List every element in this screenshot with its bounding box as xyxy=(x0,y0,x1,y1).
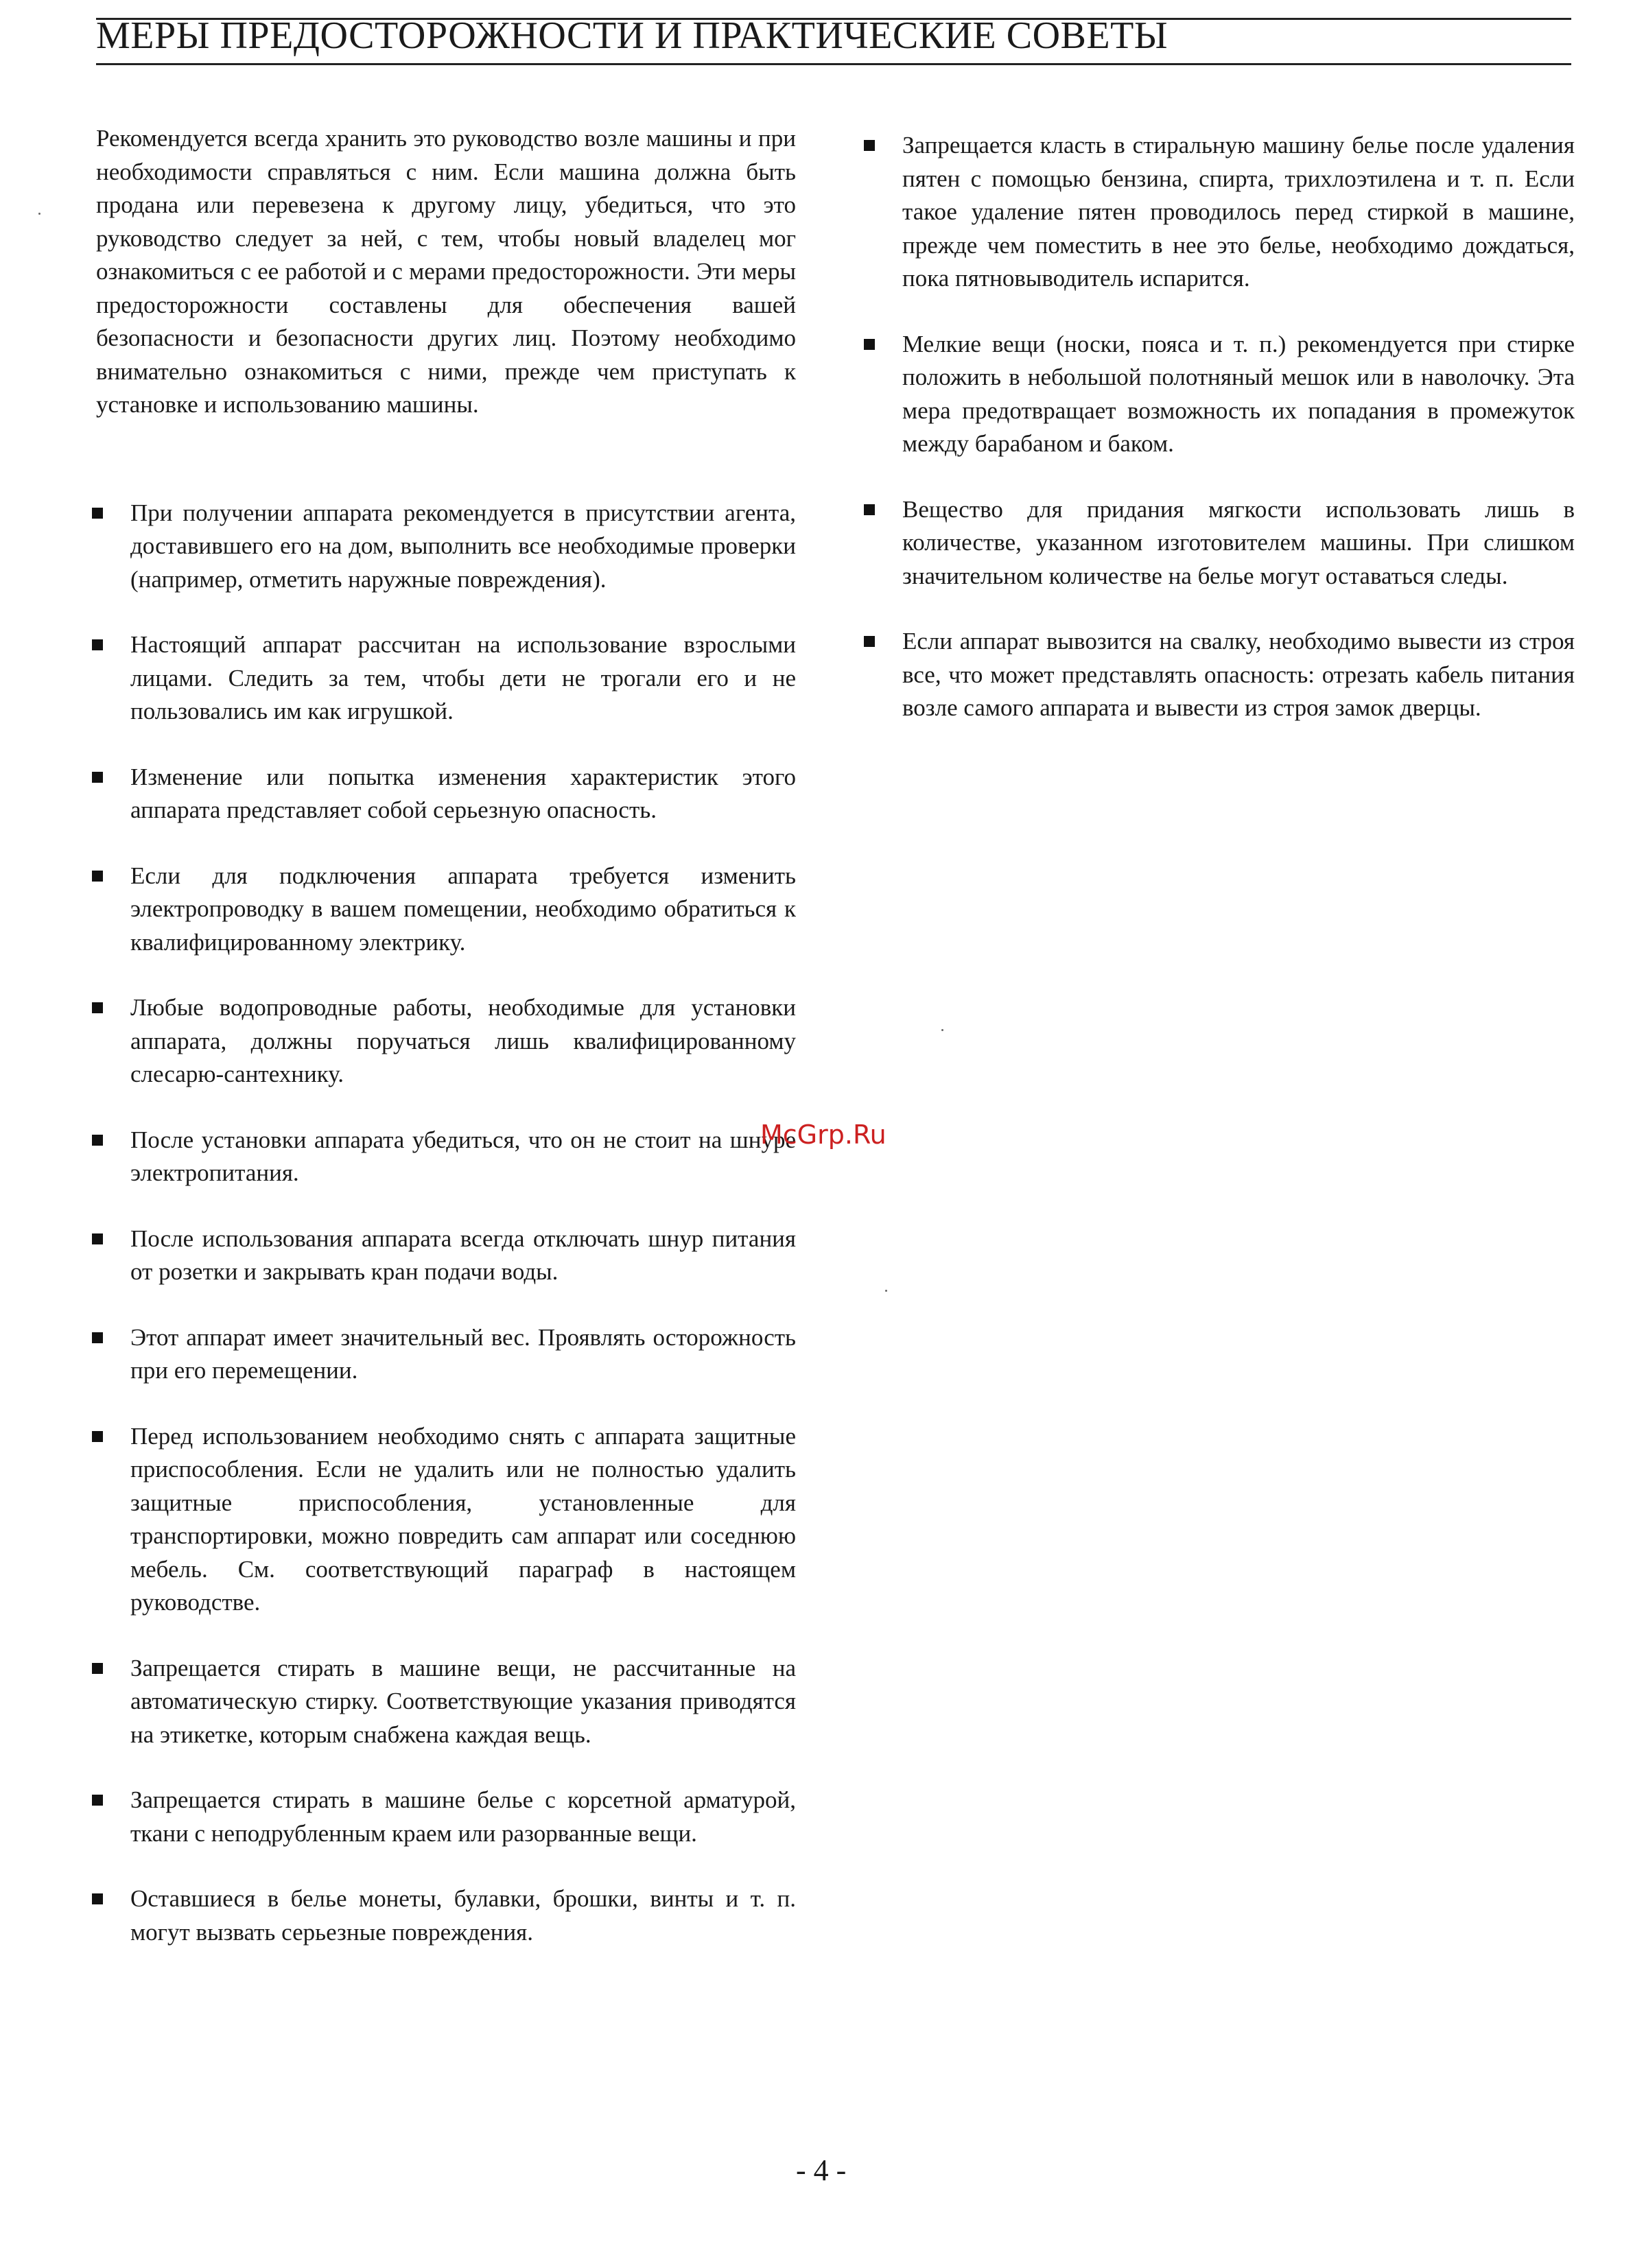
list-item xyxy=(868,493,1575,593)
list-item-text: Если аппарат вывозится на свалку, необходимо вывести из строя все, что может представлять опасность: отрезать кабель питания возле самого аппарата и вывести из строя замок дверцы. xyxy=(902,628,1575,721)
left-column xyxy=(96,122,796,1981)
bullet-icon xyxy=(92,1332,103,1343)
right-precautions-list xyxy=(868,129,1575,725)
list-item-text: Этот аппарат имеет значительный вес. Проявлять осторожность при его перемещении. xyxy=(130,1323,796,1384)
list-item xyxy=(96,628,796,729)
list-item-text: Запрещается класть в стиральную машину белье после удаления пятен с помощью бензина, спирта, трихлоэтилена и т. п. Если такое удаление пятен проводилось перед стиркой в машине, прежде чем поместить в нее это белье, необходимо дождаться, пока пятновыводитель испарится. xyxy=(902,132,1575,292)
list-item xyxy=(96,1222,796,1289)
list-item xyxy=(96,1784,796,1850)
list-item xyxy=(96,860,796,960)
bullet-icon xyxy=(864,636,875,647)
scan-speck xyxy=(885,1290,887,1292)
bullet-icon xyxy=(92,1233,103,1244)
header-rule-bottom xyxy=(96,63,1571,65)
list-item-text: Изменение или попытка изменения характеристик этого аппарата представляет собой серьезную опасность. xyxy=(130,763,796,823)
bullet-icon xyxy=(92,772,103,783)
list-item xyxy=(96,1882,796,1949)
bullet-icon xyxy=(92,1135,103,1146)
list-item-text: Настоящий аппарат рассчитан на использование взрослыми лицами. Следить за тем, чтобы дети не трогали его и не пользовались им как игрушкой. xyxy=(130,631,796,724)
page-number: - 4 - xyxy=(796,2153,847,2187)
list-item-text: При получении аппарата рекомендуется в присутствии агента, доставившего его на дом, выполнить все необходимые проверки (например, отметить наружные повреждения). xyxy=(130,499,796,593)
list-item xyxy=(868,625,1575,725)
bullet-icon xyxy=(92,639,103,650)
list-item xyxy=(96,1652,796,1752)
list-item-text: После установки аппарата убедиться, что он не стоит на шнуре электропитания. xyxy=(130,1126,796,1186)
right-column xyxy=(868,129,1575,757)
list-item-text: Оставшиеся в белье монеты, булавки, брошки, винты и т. п. могут вызвать серьезные повреждения. xyxy=(130,1885,796,1946)
list-item xyxy=(868,328,1575,461)
list-item xyxy=(96,991,796,1091)
list-item-text: Запрещается стирать в машине вещи, не рассчитанные на автоматическую стирку. Соответствующие указания приводятся на этикетке, которым снабжена каждая вещь. xyxy=(130,1654,796,1748)
bullet-icon xyxy=(92,508,103,519)
bullet-icon xyxy=(92,1893,103,1904)
bullet-icon xyxy=(92,1002,103,1013)
bullet-icon xyxy=(864,504,875,515)
list-item-text: После использования аппарата всегда отключать шнур питания от розетки и закрывать кран подачи воды. xyxy=(130,1225,796,1285)
page-title: МЕРЫ ПРЕДОСТОРОЖНОСТИ И ПРАКТИЧЕСКИЕ СОВЕТЫ xyxy=(96,14,1169,57)
list-item xyxy=(96,1124,796,1190)
list-item xyxy=(96,1420,796,1620)
left-precautions-list xyxy=(96,497,796,1950)
scan-speck xyxy=(38,213,40,215)
watermark: McGrp.Ru xyxy=(760,1120,886,1150)
bullet-icon xyxy=(92,1663,103,1674)
bullet-icon xyxy=(864,140,875,151)
bullet-icon xyxy=(92,1431,103,1442)
list-item-text: Перед использованием необходимо снять с аппарата защитные приспособления. Если не удалить или не полностью удалить защитные приспособления, установленные для транспортировки, можно повредить сам аппарат или соседнюю мебель. См. соответствующий параграф в настоящем руководстве. xyxy=(130,1422,796,1616)
list-item xyxy=(96,1321,796,1388)
list-item xyxy=(96,497,796,597)
list-item xyxy=(868,129,1575,296)
bullet-icon xyxy=(92,871,103,882)
list-item-text: Любые водопроводные работы, необходимые для установки аппарата, должны поручаться лишь квалифицированному слесарю-сантехнику. xyxy=(130,994,796,1087)
scan-speck xyxy=(941,1029,943,1031)
bullet-icon xyxy=(92,1795,103,1806)
bullet-icon xyxy=(864,339,875,350)
list-item xyxy=(96,761,796,827)
list-item-text: Запрещается стирать в машине белье с корсетной арматурой, ткани с неподрубленным краем или разорванные вещи. xyxy=(130,1786,796,1847)
list-item-text: Если для подключения аппарата требуется изменить электропроводку в вашем помещении, необходимо обратиться к квалифицированному электрику. xyxy=(130,862,796,956)
list-item-text: Мелкие вещи (носки, пояса и т. п.) рекомендуется при стирке положить в небольшой полотняный мешок или в наволочку. Эта мера предотвращает возможность их попадания в промежуток между барабаном и баком. xyxy=(902,330,1575,457)
intro-paragraph: Рекомендуется всегда хранить это руководство возле машины и при необходимости справляться с ним. Если машина должна быть продана или перевезена к другому лицу, убедиться, что это руководство следует за ней, с тем, чтобы новый владелец мог ознакомиться с ее работой и с мерами предосторожности. Эти меры предосторожности составлены для обеспечения вашей безопасности и безопасности других лиц. Поэтому необходимо внимательно ознакомиться с ними, прежде чем приступать к установке и использованию машины. xyxy=(96,125,796,418)
list-item-text: Вещество для придания мягкости использовать лишь в количестве, указанном изготовителем машины. При слишком значительном количестве на белье могут оставаться следы. xyxy=(902,495,1575,589)
